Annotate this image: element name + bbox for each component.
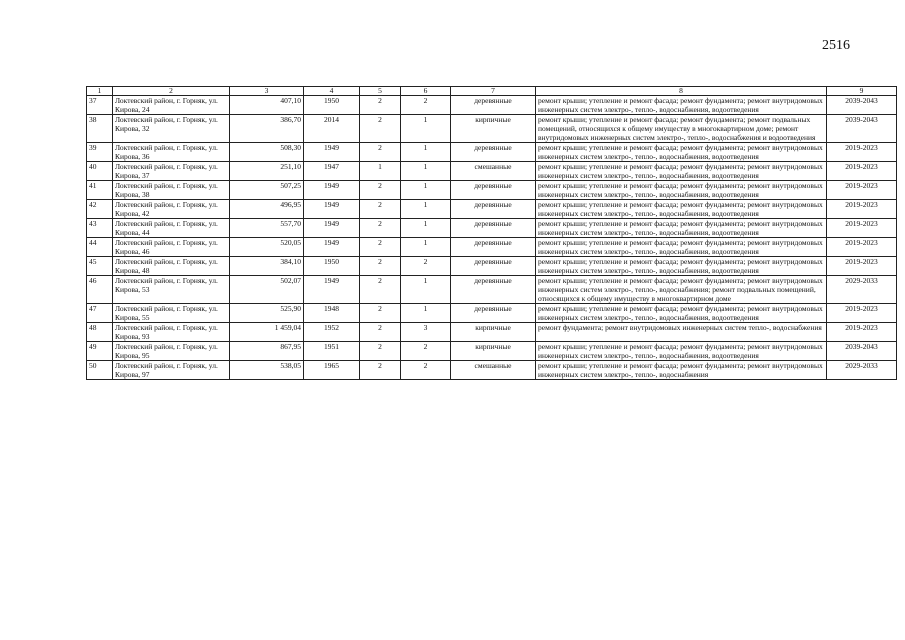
address-cell: Локтевский район, г. Горняк, ул. Кирова, 95 [113,342,230,361]
wall-material-cell: деревянные [451,96,536,115]
entrances-cell: 1 [401,276,451,304]
floors-cell: 2 [360,200,401,219]
wall-material-cell: смешанные [451,361,536,380]
row-number: 40 [87,162,113,181]
year-cell: 1949 [304,219,360,238]
area-cell: 557,70 [230,219,304,238]
floors-cell: 2 [360,96,401,115]
address-cell: Локтевский район, г. Горняк, ул. Кирова, 97 [113,361,230,380]
table-row [87,96,897,115]
entrances-cell: 1 [401,181,451,200]
year-cell: 1948 [304,304,360,323]
year-cell: 1949 [304,238,360,257]
address-cell: Локтевский район, г. Горняк, ул. Кирова, 53 [113,276,230,304]
works-cell: ремонт крыши; утепление и ремонт фасада; ремонт фундамента; ремонт внутридомовых инженерных систем электро-, тепло-, водоснабжения, водоотведения [536,238,827,257]
table-row [87,238,897,257]
entrances-cell: 1 [401,115,451,143]
floors-cell: 2 [360,361,401,380]
year-cell: 1950 [304,257,360,276]
table-row [87,257,897,276]
entrances-cell: 1 [401,143,451,162]
entrances-cell: 2 [401,257,451,276]
works-cell: ремонт крыши; утепление и ремонт фасада; ремонт фундамента; ремонт внутридомовых инженерных систем электро-, тепло-, водоснабжения, водоотведения [536,181,827,200]
row-number: 38 [87,115,113,143]
address-cell: Локтевский район, г. Горняк, ул. Кирова, 24 [113,96,230,115]
wall-material-cell: деревянные [451,219,536,238]
column-header: 9 [827,87,897,96]
period-cell: 2019-2023 [827,304,897,323]
floors-cell: 2 [360,304,401,323]
table-body [87,96,897,380]
year-cell: 1965 [304,361,360,380]
table-row [87,200,897,219]
address-cell: Локтевский район, г. Горняк, ул. Кирова, 93 [113,323,230,342]
table-row [87,115,897,143]
floors-cell: 2 [360,342,401,361]
row-number: 49 [87,342,113,361]
header-row [87,87,897,96]
table-row [87,342,897,361]
period-cell: 2019-2023 [827,200,897,219]
works-cell: ремонт крыши; утепление и ремонт фасада; ремонт фундамента; ремонт внутридомовых инженерных систем электро-, тепло-, водоснабжения, водоотведения [536,96,827,115]
year-cell: 1949 [304,200,360,219]
wall-material-cell: деревянные [451,181,536,200]
area-cell: 525,90 [230,304,304,323]
address-cell: Локтевский район, г. Горняк, ул. Кирова, 38 [113,181,230,200]
area-cell: 1 459,04 [230,323,304,342]
table-row [87,304,897,323]
column-header: 2 [113,87,230,96]
works-cell: ремонт крыши; утепление и ремонт фасада; ремонт фундамента; ремонт внутридомовых инженерных систем электро-, тепло-, водоснабжения, водоотведения [536,219,827,238]
wall-material-cell: кирпичные [451,323,536,342]
column-header: 6 [401,87,451,96]
column-header: 3 [230,87,304,96]
year-cell: 1951 [304,342,360,361]
floors-cell: 2 [360,219,401,238]
address-cell: Локтевский район, г. Горняк, ул. Кирова, 42 [113,200,230,219]
period-cell: 2039-2043 [827,96,897,115]
year-cell: 1949 [304,276,360,304]
floors-cell: 2 [360,238,401,257]
area-cell: 538,05 [230,361,304,380]
entrances-cell: 2 [401,96,451,115]
wall-material-cell: деревянные [451,276,536,304]
entrances-cell: 2 [401,361,451,380]
entrances-cell: 1 [401,304,451,323]
row-number: 48 [87,323,113,342]
works-cell: ремонт крыши; утепление и ремонт фасада; ремонт фундамента; ремонт внутридомовых инженерных систем электро-, тепло-, водоснабжения, водоотведения [536,200,827,219]
entrances-cell: 1 [401,200,451,219]
area-cell: 386,70 [230,115,304,143]
period-cell: 2029-2033 [827,361,897,380]
table-row [87,143,897,162]
period-cell: 2019-2023 [827,257,897,276]
area-cell: 502,07 [230,276,304,304]
wall-material-cell: деревянные [451,200,536,219]
table-row [87,219,897,238]
entrances-cell: 1 [401,219,451,238]
address-cell: Локтевский район, г. Горняк, ул. Кирова, 48 [113,257,230,276]
works-cell: ремонт крыши; утепление и ремонт фасада; ремонт фундамента; ремонт внутридомовых инженерных систем электро-, тепло-, водоснабжения, водоотведения [536,304,827,323]
year-cell: 1947 [304,162,360,181]
row-number: 44 [87,238,113,257]
entrances-cell: 1 [401,238,451,257]
wall-material-cell: деревянные [451,304,536,323]
row-number: 39 [87,143,113,162]
works-cell: ремонт крыши; утепление и ремонт фасада; ремонт фундамента; ремонт внутридомовых инженерных систем электро-, тепло-, водоснабжения, водоотведения [536,257,827,276]
address-cell: Локтевский район, г. Горняк, ул. Кирова, 37 [113,162,230,181]
year-cell: 2014 [304,115,360,143]
entrances-cell: 3 [401,323,451,342]
period-cell: 2029-2033 [827,276,897,304]
housing-table [86,86,897,380]
period-cell: 2039-2043 [827,342,897,361]
address-cell: Локтевский район, г. Горняк, ул. Кирова, 46 [113,238,230,257]
works-cell: ремонт крыши; утепление и ремонт фасада; ремонт фундамента; ремонт внутридомовых инженерных систем электро-, тепло-, водоснабжения [536,361,827,380]
area-cell: 520,05 [230,238,304,257]
area-cell: 407,10 [230,96,304,115]
floors-cell: 2 [360,181,401,200]
floors-cell: 2 [360,115,401,143]
works-cell: ремонт крыши; утепление и ремонт фасада; ремонт фундамента; ремонт подвальных помещений, относящихся к общему имуществу в многоквартирном доме; ремонт внутридомовых инженерных систем электро-, тепло-, водоснабжения и водоотведения [536,115,827,143]
floors-cell: 2 [360,323,401,342]
wall-material-cell: смешанные [451,162,536,181]
row-number: 46 [87,276,113,304]
row-number: 45 [87,257,113,276]
works-cell: ремонт крыши; утепление и ремонт фасада; ремонт фундамента; ремонт внутридомовых инженерных систем электро-, тепло-, водоснабжения; ремонт подвальных помещений, относящихся к общему имуществу в многоквартирном доме [536,276,827,304]
floors-cell: 2 [360,143,401,162]
column-header: 7 [451,87,536,96]
wall-material-cell: деревянные [451,257,536,276]
table-row [87,323,897,342]
row-number: 42 [87,200,113,219]
address-cell: Локтевский район, г. Горняк, ул. Кирова, 32 [113,115,230,143]
row-number: 37 [87,96,113,115]
works-cell: ремонт крыши; утепление и ремонт фасада; ремонт фундамента; ремонт внутридомовых инженерных систем электро-, тепло-, водоснабжения, водоотведения [536,162,827,181]
table-row [87,181,897,200]
table-row [87,162,897,181]
floors-cell: 2 [360,276,401,304]
period-cell: 2019-2023 [827,219,897,238]
row-number: 43 [87,219,113,238]
area-cell: 507,25 [230,181,304,200]
area-cell: 508,30 [230,143,304,162]
row-number: 47 [87,304,113,323]
column-header: 8 [536,87,827,96]
wall-material-cell: деревянные [451,238,536,257]
page-number: 2516 [822,38,850,53]
year-cell: 1949 [304,143,360,162]
works-cell: ремонт крыши; утепление и ремонт фасада; ремонт фундамента; ремонт внутридомовых инженерных систем электро-, тепло-, водоснабжения, водоотведения [536,342,827,361]
period-cell: 2019-2023 [827,238,897,257]
entrances-cell: 1 [401,162,451,181]
address-cell: Локтевский район, г. Горняк, ул. Кирова, 44 [113,219,230,238]
table-row [87,361,897,380]
period-cell: 2019-2023 [827,162,897,181]
year-cell: 1950 [304,96,360,115]
wall-material-cell: кирпичные [451,342,536,361]
floors-cell: 1 [360,162,401,181]
area-cell: 867,95 [230,342,304,361]
area-cell: 496,95 [230,200,304,219]
period-cell: 2019-2023 [827,323,897,342]
row-number: 41 [87,181,113,200]
wall-material-cell: деревянные [451,143,536,162]
entrances-cell: 2 [401,342,451,361]
period-cell: 2019-2023 [827,143,897,162]
year-cell: 1949 [304,181,360,200]
column-header: 4 [304,87,360,96]
row-number: 50 [87,361,113,380]
column-header: 5 [360,87,401,96]
period-cell: 2039-2043 [827,115,897,143]
works-cell: ремонт фундамента; ремонт внутридомовых инженерных систем тепло-, водоснабжения [536,323,827,342]
address-cell: Локтевский район, г. Горняк, ул. Кирова, 36 [113,143,230,162]
area-cell: 384,10 [230,257,304,276]
period-cell: 2019-2023 [827,181,897,200]
table-row [87,276,897,304]
column-header: 1 [87,87,113,96]
year-cell: 1952 [304,323,360,342]
wall-material-cell: кирпичные [451,115,536,143]
address-cell: Локтевский район, г. Горняк, ул. Кирова, 55 [113,304,230,323]
works-cell: ремонт крыши; утепление и ремонт фасада; ремонт фундамента; ремонт внутридомовых инженерных систем электро-, тепло-, водоснабжения, водоотведения [536,143,827,162]
floors-cell: 2 [360,257,401,276]
area-cell: 251,10 [230,162,304,181]
